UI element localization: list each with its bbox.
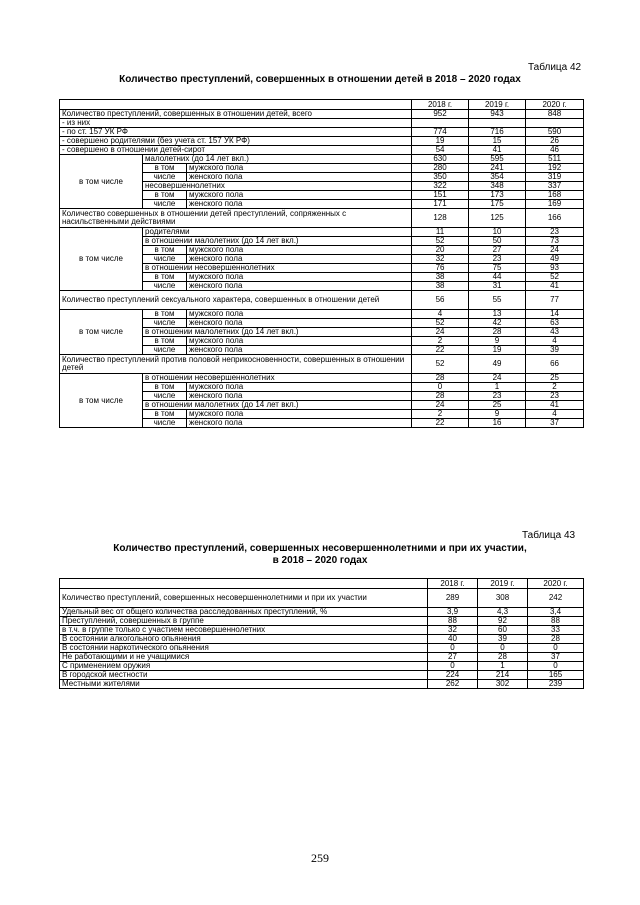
table-cell: 242 (528, 589, 584, 608)
table-cell: 173 (469, 191, 526, 200)
table-cell: 28 (469, 328, 526, 337)
table-cell: 27 (428, 653, 478, 662)
table-row (60, 110, 584, 119)
sub-label: числе (143, 346, 187, 355)
table-cell: 33 (528, 626, 584, 635)
table-cell: 4,3 (478, 608, 528, 617)
table-43-title-line-1: Количество преступлений, совершенных несовершеннолетними и при их участии, (113, 543, 527, 554)
table-cell: 54 (412, 146, 469, 155)
table-header-blank (60, 100, 412, 110)
row-label: женского пола (187, 282, 412, 291)
table-cell: 11 (412, 228, 469, 237)
row-label: Количество преступлений сексуального характера, совершенных в отношении детей (60, 291, 412, 310)
table-cell: 319 (526, 173, 584, 182)
table-cell: 16 (469, 419, 526, 428)
group-label: в том числе (60, 374, 143, 428)
row-label: В состоянии алкогольного опьянения (60, 635, 428, 644)
table-cell: 88 (428, 617, 478, 626)
table-cell: 56 (412, 291, 469, 310)
table-cell: 63 (526, 319, 584, 328)
table-cell: 52 (526, 273, 584, 282)
row-label: мужского пола (187, 246, 412, 255)
table-cell: 4 (526, 410, 584, 419)
table-cell: 151 (412, 191, 469, 200)
sub-label: числе (143, 392, 187, 401)
table-row (60, 310, 584, 319)
table-cell: 75 (469, 264, 526, 273)
table-row (60, 653, 584, 662)
row-label: - совершено родителями (без учета ст. 157 УК РФ) (60, 137, 412, 146)
table-row (60, 137, 584, 146)
row-label: мужского пола (187, 410, 412, 419)
row-label: в отношении малолетних (до 14 лет вкл.) (143, 401, 412, 410)
table-cell: 44 (469, 273, 526, 282)
table-cell (412, 119, 469, 128)
table-cell: 0 (528, 662, 584, 671)
sub-label: в том (143, 273, 187, 282)
sub-label: в том (143, 164, 187, 173)
table-header-cell: 2020 г. (528, 579, 584, 589)
row-label: родителями (143, 228, 412, 237)
table-cell: 66 (526, 355, 584, 374)
sub-label: в том (143, 337, 187, 346)
table-cell: 41 (526, 282, 584, 291)
table-cell: 32 (412, 255, 469, 264)
sub-label: числе (143, 255, 187, 264)
table-cell: 165 (528, 671, 584, 680)
table-42 (59, 99, 584, 428)
table-row (60, 617, 584, 626)
row-label: Местными жителями (60, 680, 428, 689)
row-label: мужского пола (187, 191, 412, 200)
table-cell: 23 (526, 228, 584, 237)
table-cell: 20 (412, 246, 469, 255)
table-cell: 280 (412, 164, 469, 173)
table-row (60, 608, 584, 617)
table-cell: 192 (526, 164, 584, 173)
table-cell: 41 (526, 401, 584, 410)
table-cell: 3,9 (428, 608, 478, 617)
table-cell: 175 (469, 200, 526, 209)
table-cell: 0 (428, 662, 478, 671)
sub-label: числе (143, 200, 187, 209)
table-cell: 46 (526, 146, 584, 155)
table-cell: 23 (469, 392, 526, 401)
sub-label: числе (143, 419, 187, 428)
row-label: - из них (60, 119, 412, 128)
table-cell: 350 (412, 173, 469, 182)
table-cell: 19 (469, 346, 526, 355)
row-label: в отношении несовершеннолетних (143, 374, 412, 383)
table-header-row (60, 100, 584, 110)
table-header-cell: 2018 г. (412, 100, 469, 110)
table-cell: 24 (412, 401, 469, 410)
table-cell: 9 (469, 337, 526, 346)
table-cell: 511 (526, 155, 584, 164)
table-cell: 9 (469, 410, 526, 419)
table-cell: 0 (528, 644, 584, 653)
table-header-cell: 2019 г. (469, 100, 526, 110)
group-label: в том числе (60, 310, 143, 355)
table-cell: 169 (526, 200, 584, 209)
table-cell: 302 (478, 680, 528, 689)
table-cell: 28 (528, 635, 584, 644)
table-cell: 76 (412, 264, 469, 273)
table-cell: 39 (526, 346, 584, 355)
table-cell: 125 (469, 209, 526, 228)
table-43 (59, 578, 584, 689)
table-42-title: Количество преступлений, совершенных в отношении детей в 2018 – 2020 годах (119, 74, 521, 85)
table-header-row (60, 579, 584, 589)
table-cell: 28 (412, 392, 469, 401)
table-cell: 0 (428, 644, 478, 653)
table-row (60, 626, 584, 635)
table-row (60, 209, 584, 228)
sub-label: в том (143, 410, 187, 419)
table-cell: 38 (412, 282, 469, 291)
table-cell: 10 (469, 228, 526, 237)
table-cell: 23 (526, 392, 584, 401)
table-row (60, 680, 584, 689)
row-label: несовершеннолетних (143, 182, 412, 191)
row-label: женского пола (187, 173, 412, 182)
table-cell: 24 (526, 246, 584, 255)
table-cell: 348 (469, 182, 526, 191)
table-cell: 289 (428, 589, 478, 608)
table-cell: 3,4 (528, 608, 584, 617)
sub-label: числе (143, 282, 187, 291)
row-label: женского пола (187, 200, 412, 209)
row-label: в отношении малолетних (до 14 лет вкл.) (143, 237, 412, 246)
table-cell: 1 (469, 383, 526, 392)
table-cell: 2 (412, 337, 469, 346)
table-cell: 15 (469, 137, 526, 146)
row-label: С применением оружия (60, 662, 428, 671)
table-cell: 590 (526, 128, 584, 137)
row-label: в отношении малолетних (до 14 лет вкл.) (143, 328, 412, 337)
table-42-caption: Таблица 42 (528, 62, 582, 73)
table-cell: 37 (528, 653, 584, 662)
row-label: женского пола (187, 392, 412, 401)
table-cell: 13 (469, 310, 526, 319)
row-label: мужского пола (187, 337, 412, 346)
table-cell: 337 (526, 182, 584, 191)
table-cell: 49 (526, 255, 584, 264)
table-cell: 42 (469, 319, 526, 328)
table-cell: 4 (412, 310, 469, 319)
table-cell: 2 (526, 383, 584, 392)
table-cell: 848 (526, 110, 584, 119)
table-cell: 60 (478, 626, 528, 635)
table-cell: 52 (412, 319, 469, 328)
row-label: - по ст. 157 УК РФ (60, 128, 412, 137)
table-row (60, 146, 584, 155)
table-header-cell: 2018 г. (428, 579, 478, 589)
row-label: женского пола (187, 419, 412, 428)
table-cell: 716 (469, 128, 526, 137)
row-label: мужского пола (187, 383, 412, 392)
table-cell: 43 (526, 328, 584, 337)
table-cell: 31 (469, 282, 526, 291)
table-cell: 322 (412, 182, 469, 191)
table-cell: 354 (469, 173, 526, 182)
table-cell: 952 (412, 110, 469, 119)
row-label: мужского пола (187, 310, 412, 319)
table-cell: 25 (469, 401, 526, 410)
row-label: В городской местности (60, 671, 428, 680)
table-row (60, 374, 584, 383)
table-row (60, 128, 584, 137)
table-cell: 40 (428, 635, 478, 644)
sub-label: в том (143, 246, 187, 255)
table-cell: 166 (526, 209, 584, 228)
table-row (60, 228, 584, 237)
table-cell: 38 (412, 273, 469, 282)
table-cell: 774 (412, 128, 469, 137)
sub-label: в том (143, 310, 187, 319)
table-cell: 595 (469, 155, 526, 164)
table-cell: 22 (412, 419, 469, 428)
table-row (60, 355, 584, 374)
table-cell: 39 (478, 635, 528, 644)
table-cell: 55 (469, 291, 526, 310)
table-cell: 241 (469, 164, 526, 173)
table-cell: 4 (526, 337, 584, 346)
table-cell: 26 (526, 137, 584, 146)
table-cell: 27 (469, 246, 526, 255)
table-cell (469, 119, 526, 128)
row-label: Количество преступлений, совершенных несовершеннолетними и при их участии (60, 589, 428, 608)
table-cell: 32 (428, 626, 478, 635)
group-label: в том числе (60, 228, 143, 291)
table-header-cell: 2019 г. (478, 579, 528, 589)
table-cell: 224 (428, 671, 478, 680)
row-label: Не работающими и не учащимися (60, 653, 428, 662)
table-cell: 1 (478, 662, 528, 671)
table-row (60, 644, 584, 653)
sub-label: в том (143, 383, 187, 392)
row-label: Преступлений, совершенных в группе (60, 617, 428, 626)
row-label: в отношении несовершеннолетних (143, 264, 412, 273)
table-cell: 28 (412, 374, 469, 383)
row-label: Количество совершенных в отношении детей преступлений, сопряженных с насильственными действиями (60, 209, 412, 228)
row-label: Удельный вес от общего количества расследованных преступлений, % (60, 608, 428, 617)
table-43-caption: Таблица 43 (522, 530, 576, 541)
table-cell: 630 (412, 155, 469, 164)
table-cell: 171 (412, 200, 469, 209)
table-row (60, 635, 584, 644)
table-cell: 239 (528, 680, 584, 689)
row-label: мужского пола (187, 273, 412, 282)
table-header-blank (60, 579, 428, 589)
table-cell: 77 (526, 291, 584, 310)
table-row (60, 119, 584, 128)
table-cell: 49 (469, 355, 526, 374)
table-cell: 52 (412, 355, 469, 374)
table-row (60, 662, 584, 671)
table-cell: 308 (478, 589, 528, 608)
table-cell: 14 (526, 310, 584, 319)
table-row (60, 589, 584, 608)
row-label: в т.ч. в группе только с участием несовершеннолетних (60, 626, 428, 635)
table-row (60, 671, 584, 680)
row-label: женского пола (187, 255, 412, 264)
table-cell: 128 (412, 209, 469, 228)
table-cell: 41 (469, 146, 526, 155)
row-label: - совершено в отношении детей-сирот (60, 146, 412, 155)
row-label: мужского пола (187, 164, 412, 173)
table-cell: 93 (526, 264, 584, 273)
table-cell: 88 (528, 617, 584, 626)
table-cell: 943 (469, 110, 526, 119)
table-cell: 37 (526, 419, 584, 428)
table-cell (526, 119, 584, 128)
table-cell: 0 (412, 383, 469, 392)
table-header-cell: 2020 г. (526, 100, 584, 110)
table-cell: 168 (526, 191, 584, 200)
table-43-title-line-2: в 2018 – 2020 годах (272, 555, 368, 566)
table-cell: 24 (412, 328, 469, 337)
table-cell: 0 (478, 644, 528, 653)
row-label: Количество преступлений против половой неприкосновенности, совершенных в отношении детей (60, 355, 412, 374)
row-label: малолетних (до 14 лет вкл.) (143, 155, 412, 164)
table-cell: 262 (428, 680, 478, 689)
table-cell: 22 (412, 346, 469, 355)
table-row (60, 155, 584, 164)
table-cell: 50 (469, 237, 526, 246)
table-cell: 214 (478, 671, 528, 680)
table-cell: 24 (469, 374, 526, 383)
sub-label: числе (143, 319, 187, 328)
group-label: в том числе (60, 155, 143, 209)
page-number: 259 (311, 851, 329, 865)
table-cell: 25 (526, 374, 584, 383)
table-cell: 23 (469, 255, 526, 264)
table-cell: 19 (412, 137, 469, 146)
table-cell: 92 (478, 617, 528, 626)
table-cell: 28 (478, 653, 528, 662)
row-label: женского пола (187, 346, 412, 355)
row-label: женского пола (187, 319, 412, 328)
table-cell: 2 (412, 410, 469, 419)
sub-label: числе (143, 173, 187, 182)
sub-label: в том (143, 191, 187, 200)
table-row (60, 291, 584, 310)
row-label: Количество преступлений, совершенных в отношении детей, всего (60, 110, 412, 119)
table-cell: 73 (526, 237, 584, 246)
row-label: В состоянии наркотического опьянения (60, 644, 428, 653)
table-cell: 52 (412, 237, 469, 246)
